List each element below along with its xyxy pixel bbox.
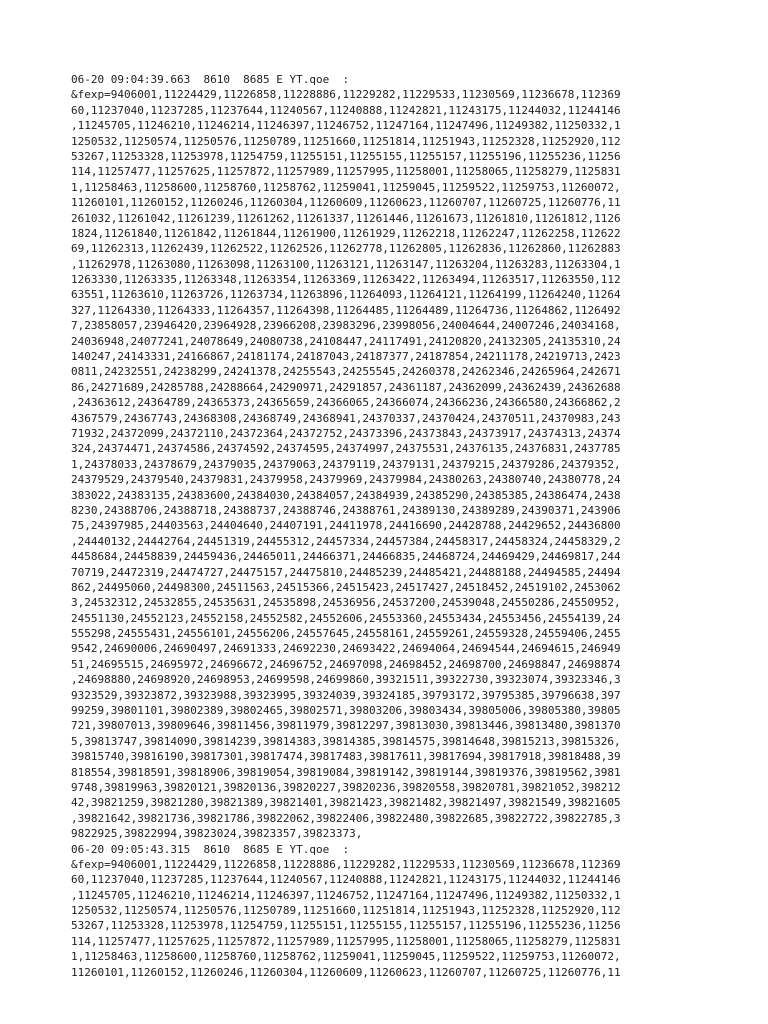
log-line: 60,11237040,11237285,11237644,11240567,11240888,11242821,11243175,11244032,11244146 — [71, 873, 621, 887]
log-line: 261032,11261042,11261239,11261262,11261337,11261446,11261673,11261810,11261812,1126 — [71, 211, 621, 225]
log-line: 4458684,24458839,24459436,24465011,24466371,24466835,24468724,24469429,24469817,244 — [71, 550, 621, 564]
log-line: 7,23858057,23946420,23964928,23966208,23983296,23998056,24004644,24007246,24034168, — [71, 319, 621, 333]
log-line: 71932,24372099,24372110,24372364,24372752,24373396,24373843,24373917,24374313,24374 — [71, 426, 621, 440]
log-line: 327,11264330,11264333,11264357,11264398,11264485,11264489,11264736,11264862,1126492 — [71, 303, 621, 317]
log-line: 51,24695515,24695972,24696672,24696752,24697098,24698452,24698700,24698847,24698874 — [71, 657, 621, 671]
log-line: 9822925,39822994,39823024,39823357,39823373, — [71, 827, 363, 841]
log-entry-header: 06-20 09:05:43.315 8610 8685 E YT.qoe : — [71, 842, 350, 856]
log-line: 70719,24472319,24474727,24475157,24475810,24485239,24485421,24488188,24494585,24494 — [71, 565, 621, 579]
log-line: 1263330,11263335,11263348,11263354,11263369,11263422,11263494,11263517,11263550,112 — [71, 273, 621, 287]
log-line: 8230,24388706,24388718,24388737,24388746,24388761,24389130,24389289,24390371,243906 — [71, 503, 621, 517]
log-line: 1250532,11250574,11250576,11250789,11251660,11251814,11251943,11252328,11252920,112 — [71, 134, 621, 148]
log-line: 383022,24383135,24383600,24384030,24384057,24384939,24385290,24385385,24386474,2438 — [71, 488, 621, 502]
log-entry-header: 06-20 09:04:39.663 8610 8685 E YT.qoe : — [71, 73, 350, 86]
log-line: ,39821642,39821736,39821786,39822062,39822406,39822480,39822685,39822722,39822785,3 — [71, 811, 621, 825]
log-line: ,24363612,24364789,24365373,24365659,24366065,24366074,24366236,24366580,24366862,2 — [71, 396, 621, 410]
log-line: 4367579,24367743,24368308,24368749,24368941,24370337,24370424,24370511,24370983,243 — [71, 411, 621, 425]
log-line: 1,24378033,24378679,24379035,24379063,24379119,24379131,24379215,24379286,24379352, — [71, 457, 621, 471]
log-line: ,24440132,24442764,24451319,24455312,24457334,24457384,24458317,24458324,24458329,2 — [71, 534, 621, 548]
log-line: 114,11257477,11257625,11257872,11257989,11257995,11258001,11258065,11258279,1125831 — [71, 165, 621, 179]
log-line: 63551,11263610,11263726,11263734,11263896,11264093,11264121,11264199,11264240,11264 — [71, 288, 621, 302]
log-line: ,11245705,11246210,11246214,11246397,11246752,11247164,11247496,11249382,11250332,1 — [71, 119, 621, 133]
log-line: 11260101,11260152,11260246,11260304,11260609,11260623,11260707,11260725,11260776,11 — [71, 965, 621, 979]
log-line: 60,11237040,11237285,11237644,11240567,11240888,11242821,11243175,11244032,11244146 — [71, 103, 621, 117]
log-text — [71, 72, 701, 980]
log-line: 818554,39818591,39818906,39819054,39819084,39819142,39819144,39819376,39819562,3981 — [71, 765, 621, 779]
log-line: 53267,11253328,11253978,11254759,11255151,11255155,11255157,11255196,11255236,11256 — [71, 149, 621, 163]
log-line: 114,11257477,11257625,11257872,11257989,11257995,11258001,11258065,11258279,1125831 — [71, 934, 621, 948]
log-line: &fexp=9406001,11224429,11226858,11228886,11229282,11229533,11230569,11236678,112369 — [71, 857, 621, 871]
log-line: 24379529,24379540,24379831,24379958,24379969,24379984,24380263,24380740,24380778,24 — [71, 473, 621, 487]
log-line: ,11245705,11246210,11246214,11246397,11246752,11247164,11247496,11249382,11250332,1 — [71, 888, 621, 902]
log-line: 75,24397985,24403563,24404640,24407191,24411978,24416690,24428788,24429652,24436800 — [71, 519, 621, 533]
log-line: 11260101,11260152,11260246,11260304,11260609,11260623,11260707,11260725,11260776,11 — [71, 196, 621, 210]
log-line: 1,11258463,11258600,11258760,11258762,11259041,11259045,11259522,11259753,11260072, — [71, 180, 621, 194]
log-line: 69,11262313,11262439,11262522,11262526,11262778,11262805,11262836,11262860,11262883 — [71, 242, 621, 256]
log-line: ,11262978,11263080,11263098,11263100,11263121,11263147,11263204,11263283,11263304,1 — [71, 257, 621, 271]
log-line: 24551130,24552123,24552158,24552582,24552606,24553360,24553434,24553456,24554139,24 — [71, 611, 621, 625]
log-line: 53267,11253328,11253978,11254759,11255151,11255155,11255157,11255196,11255236,11256 — [71, 919, 621, 933]
log-line: 862,24495060,24498300,24511563,24515366,24515423,24517427,24518452,24519102,2453062 — [71, 580, 621, 594]
log-line: ,24698880,24698920,24698953,24699598,24699860,39321511,39322730,39323074,39323346,3 — [71, 673, 621, 687]
log-line: 555298,24555431,24556101,24556206,24557645,24558161,24559261,24559328,24559406,2455 — [71, 627, 621, 641]
log-line: 99259,39801101,39802389,39802465,39802571,39803206,39803434,39805006,39805380,39805 — [71, 704, 621, 718]
log-line: 1250532,11250574,11250576,11250789,11251660,11251814,11251943,11252328,11252920,112 — [71, 904, 621, 918]
log-line: 9748,39819963,39820121,39820136,39820227,39820236,39820558,39820781,39821052,398212 — [71, 780, 621, 794]
log-line: 324,24374471,24374586,24374592,24374595,24374997,24375531,24376135,24376831,2437785 — [71, 442, 621, 456]
log-line: 3,24532312,24532855,24535631,24535898,24536956,24537200,24539048,24550286,24550952, — [71, 596, 621, 610]
log-line: 0811,24232551,24238299,24241378,24255543,24255545,24260378,24262346,24265964,242671 — [71, 365, 621, 379]
log-line: 1,11258463,11258600,11258760,11258762,11259041,11259045,11259522,11259753,11260072, — [71, 950, 621, 964]
log-line: 9542,24690006,24690497,24691333,24692230,24693422,24694064,24694544,24694615,246949 — [71, 642, 621, 656]
log-line: 1824,11261840,11261842,11261844,11261900,11261929,11262218,11262247,11262258,112622 — [71, 226, 621, 240]
log-line: 39815740,39816190,39817301,39817474,39817483,39817611,39817694,39817918,39818488,39 — [71, 750, 621, 764]
log-line: &fexp=9406001,11224429,11226858,11228886,11229282,11229533,11230569,11236678,112369 — [71, 88, 621, 102]
log-line: 86,24271689,24285788,24288664,24290971,24291857,24361187,24362099,24362439,24362688 — [71, 380, 621, 394]
log-line: 24036948,24077241,24078649,24080738,24108447,24117491,24120820,24132305,24135310,24 — [71, 334, 621, 348]
log-line: 9323529,39323872,39323988,39323995,39324039,39324185,39793172,39795385,39796638,397 — [71, 688, 621, 702]
log-line: 721,39807013,39809646,39811456,39811979,39812297,39813030,39813446,39813480,3981370 — [71, 719, 621, 733]
log-line: 140247,24143331,24166867,24181174,24187043,24187377,24187854,24211178,24219713,2423 — [71, 350, 621, 364]
log-line: 42,39821259,39821280,39821389,39821401,39821423,39821482,39821497,39821549,39821605 — [71, 796, 621, 810]
log-line: 5,39813747,39814090,39814239,39814383,39814385,39814575,39814648,39815213,39815326, — [71, 734, 621, 748]
